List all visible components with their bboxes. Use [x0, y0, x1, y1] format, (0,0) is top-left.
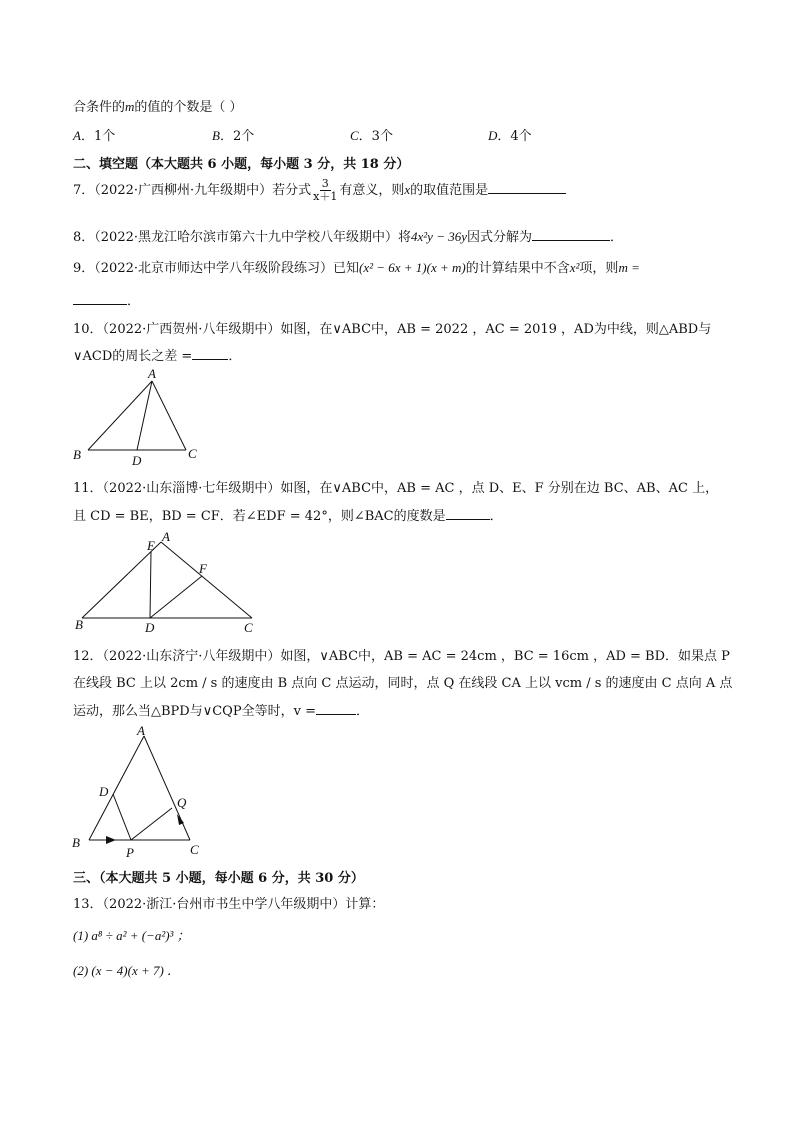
q12-segment-dp: [113, 794, 131, 840]
q9-term: x²: [569, 260, 580, 275]
q7-denominator: x＋1: [313, 190, 338, 203]
q8-expr: 4x²y − 36y: [411, 229, 467, 244]
option-b[interactable]: [212, 125, 254, 144]
q11-line2: 且 CD = BE，BD = CF．若∠EDF = 42°，则∠BAC的度数是: [73, 509, 446, 524]
q12-figure: [68, 722, 228, 862]
q13-part2: [73, 960, 180, 979]
q12-arrow-p-icon: [106, 836, 116, 844]
q13-part2-expr: (2) (x − 4)(x + 7) ．: [73, 963, 181, 978]
q13-line1: 13．（2022·浙江·台州市书生中学八年级期中）计算：: [73, 897, 385, 912]
q11-line1: 11．（2022·山东淄博·七年级期中）如图，在∨ABC中，AB = AC ，点 D、E、F 分别在边 BC、AB、AC 上，: [73, 481, 719, 496]
q11-segment-df: [150, 576, 202, 618]
q8-text2: 因式分解为: [466, 230, 532, 245]
question-8: [73, 226, 623, 245]
q10-figure: [70, 365, 220, 467]
q7-text3: 的取值范围是: [410, 183, 489, 198]
q9-text2: 的计算结果中不含: [465, 261, 570, 276]
q10-label-c: C: [188, 446, 197, 461]
q12-label-q: Q: [177, 795, 187, 810]
q13-part1-expr: (1) a⁸ ÷ a² + (−a²)³ ；: [73, 928, 190, 943]
q7-numerator: 3: [321, 177, 329, 190]
q13-part1: [73, 925, 190, 944]
q11-label-c: C: [244, 620, 253, 635]
question-12-cont: [73, 700, 369, 719]
question-11-cont: [73, 505, 503, 524]
q12-line3: 运动，那么当△BPD与∨CQP全等时，v =: [73, 704, 316, 719]
question-9-cont: [73, 290, 140, 309]
q8-end: ．: [610, 230, 624, 245]
q11-label-a: A: [162, 529, 170, 544]
q12-label-c: C: [190, 842, 199, 857]
q12-line1: 12．（2022·山东济宁·八年级期中）如图，∨ABC中，AB = AC = 24cm ，BC = 16cm ，AD = BD．如果点 P: [73, 649, 730, 664]
q10-line2: ∨ACD的周长之差 =: [73, 349, 193, 364]
option-text: ．4个: [497, 129, 532, 144]
option-text: ．2个: [219, 129, 255, 144]
q10-side-ab: [88, 381, 152, 450]
option-c[interactable]: [350, 125, 393, 144]
q9-var: m =: [618, 260, 640, 275]
q12-segment-pq: [131, 808, 172, 840]
q11-answer-blank[interactable]: [446, 507, 490, 520]
q12-arrow-q-icon: [177, 814, 184, 825]
q9-answer-blank[interactable]: [73, 292, 127, 305]
q6-tail-text2: 的值的个数是（ ）: [134, 100, 243, 115]
q10-label-b: B: [73, 447, 81, 462]
q11-label-f: F: [199, 561, 207, 576]
q11-figure: [70, 528, 270, 636]
question-10-cont: [73, 345, 241, 364]
q12-label-p: P: [126, 845, 134, 860]
option-label: B: [212, 128, 220, 143]
q10-end: ．: [228, 349, 242, 364]
q10-answer-blank[interactable]: [192, 347, 228, 360]
question-9: [73, 257, 640, 276]
q9-text: 9．（2022·北京市师达中学八年级阶段练习）已知: [73, 261, 359, 276]
q9-expr: (x² − 6x + 1)(x + m): [359, 260, 466, 275]
q11-label-e: E: [147, 538, 155, 553]
q12-side-ab: [89, 736, 144, 840]
q7-text: 7．（2022·广西柳州·九年级期中）若分式: [73, 183, 312, 198]
section-2-heading: 二、填空题（本大题共 6 小题，每小题 3 分，共 18 分）: [73, 157, 410, 172]
q12-line2: 在线段 BC 上以 2cm / s 的速度由 B 点向 C 点运动，同时，点 Q 在线段 CA 上以 vcm / s 的速度由 C 点向 A 点: [73, 676, 733, 691]
q11-side-ab: [82, 542, 161, 618]
q6-tail: [73, 96, 243, 115]
q12-answer-blank[interactable]: [316, 702, 356, 715]
q11-segment-ed: [150, 552, 151, 618]
option-label: A: [73, 128, 81, 143]
q11-end: ．: [489, 509, 503, 524]
option-text: ．3个: [358, 129, 393, 144]
q10-side-ac: [152, 381, 186, 450]
q10-label-d: D: [132, 453, 142, 467]
q12-label-b: B: [72, 835, 80, 850]
question-7: [73, 178, 566, 203]
q10-median-ad: [137, 381, 152, 450]
option-text: ．1个: [80, 129, 116, 144]
q11-label-d: D: [145, 620, 155, 635]
q9-end: ．: [127, 294, 141, 309]
option-label: D: [488, 128, 498, 143]
q12-label-d: D: [99, 784, 109, 799]
option-label: C: [350, 128, 359, 143]
q7-answer-blank[interactable]: [488, 181, 566, 194]
q11-label-b: B: [75, 617, 83, 632]
q10-label-a: A: [148, 366, 156, 381]
q9-text3: 项，则: [579, 261, 619, 276]
q10-line1: 10．（2022·广西贺州·八年级期中）如图，在∨ABC中，AB = 2022 ，AC = 2019 ，AD为中线，则△ABD与: [73, 322, 712, 337]
q11-side-ac: [161, 542, 252, 618]
option-a[interactable]: [73, 125, 115, 144]
q7-var: x: [404, 182, 411, 197]
section-3-heading: 三、（本大题共 5 小题，每小题 6 分，共 30 分）: [73, 871, 364, 886]
q8-answer-blank[interactable]: [532, 228, 610, 241]
q12-label-a: A: [137, 723, 145, 738]
option-d[interactable]: [488, 125, 532, 144]
q6-tail-text: 合条件的: [73, 100, 126, 115]
q7-text2: 有意义，则: [339, 183, 405, 198]
q6-var: m: [125, 99, 135, 114]
q12-end: ．: [355, 704, 369, 719]
q8-text: 8．（2022·黑龙江哈尔滨市第六十九中学校八年级期中）将: [73, 230, 411, 245]
q7-fraction: [313, 178, 337, 203]
